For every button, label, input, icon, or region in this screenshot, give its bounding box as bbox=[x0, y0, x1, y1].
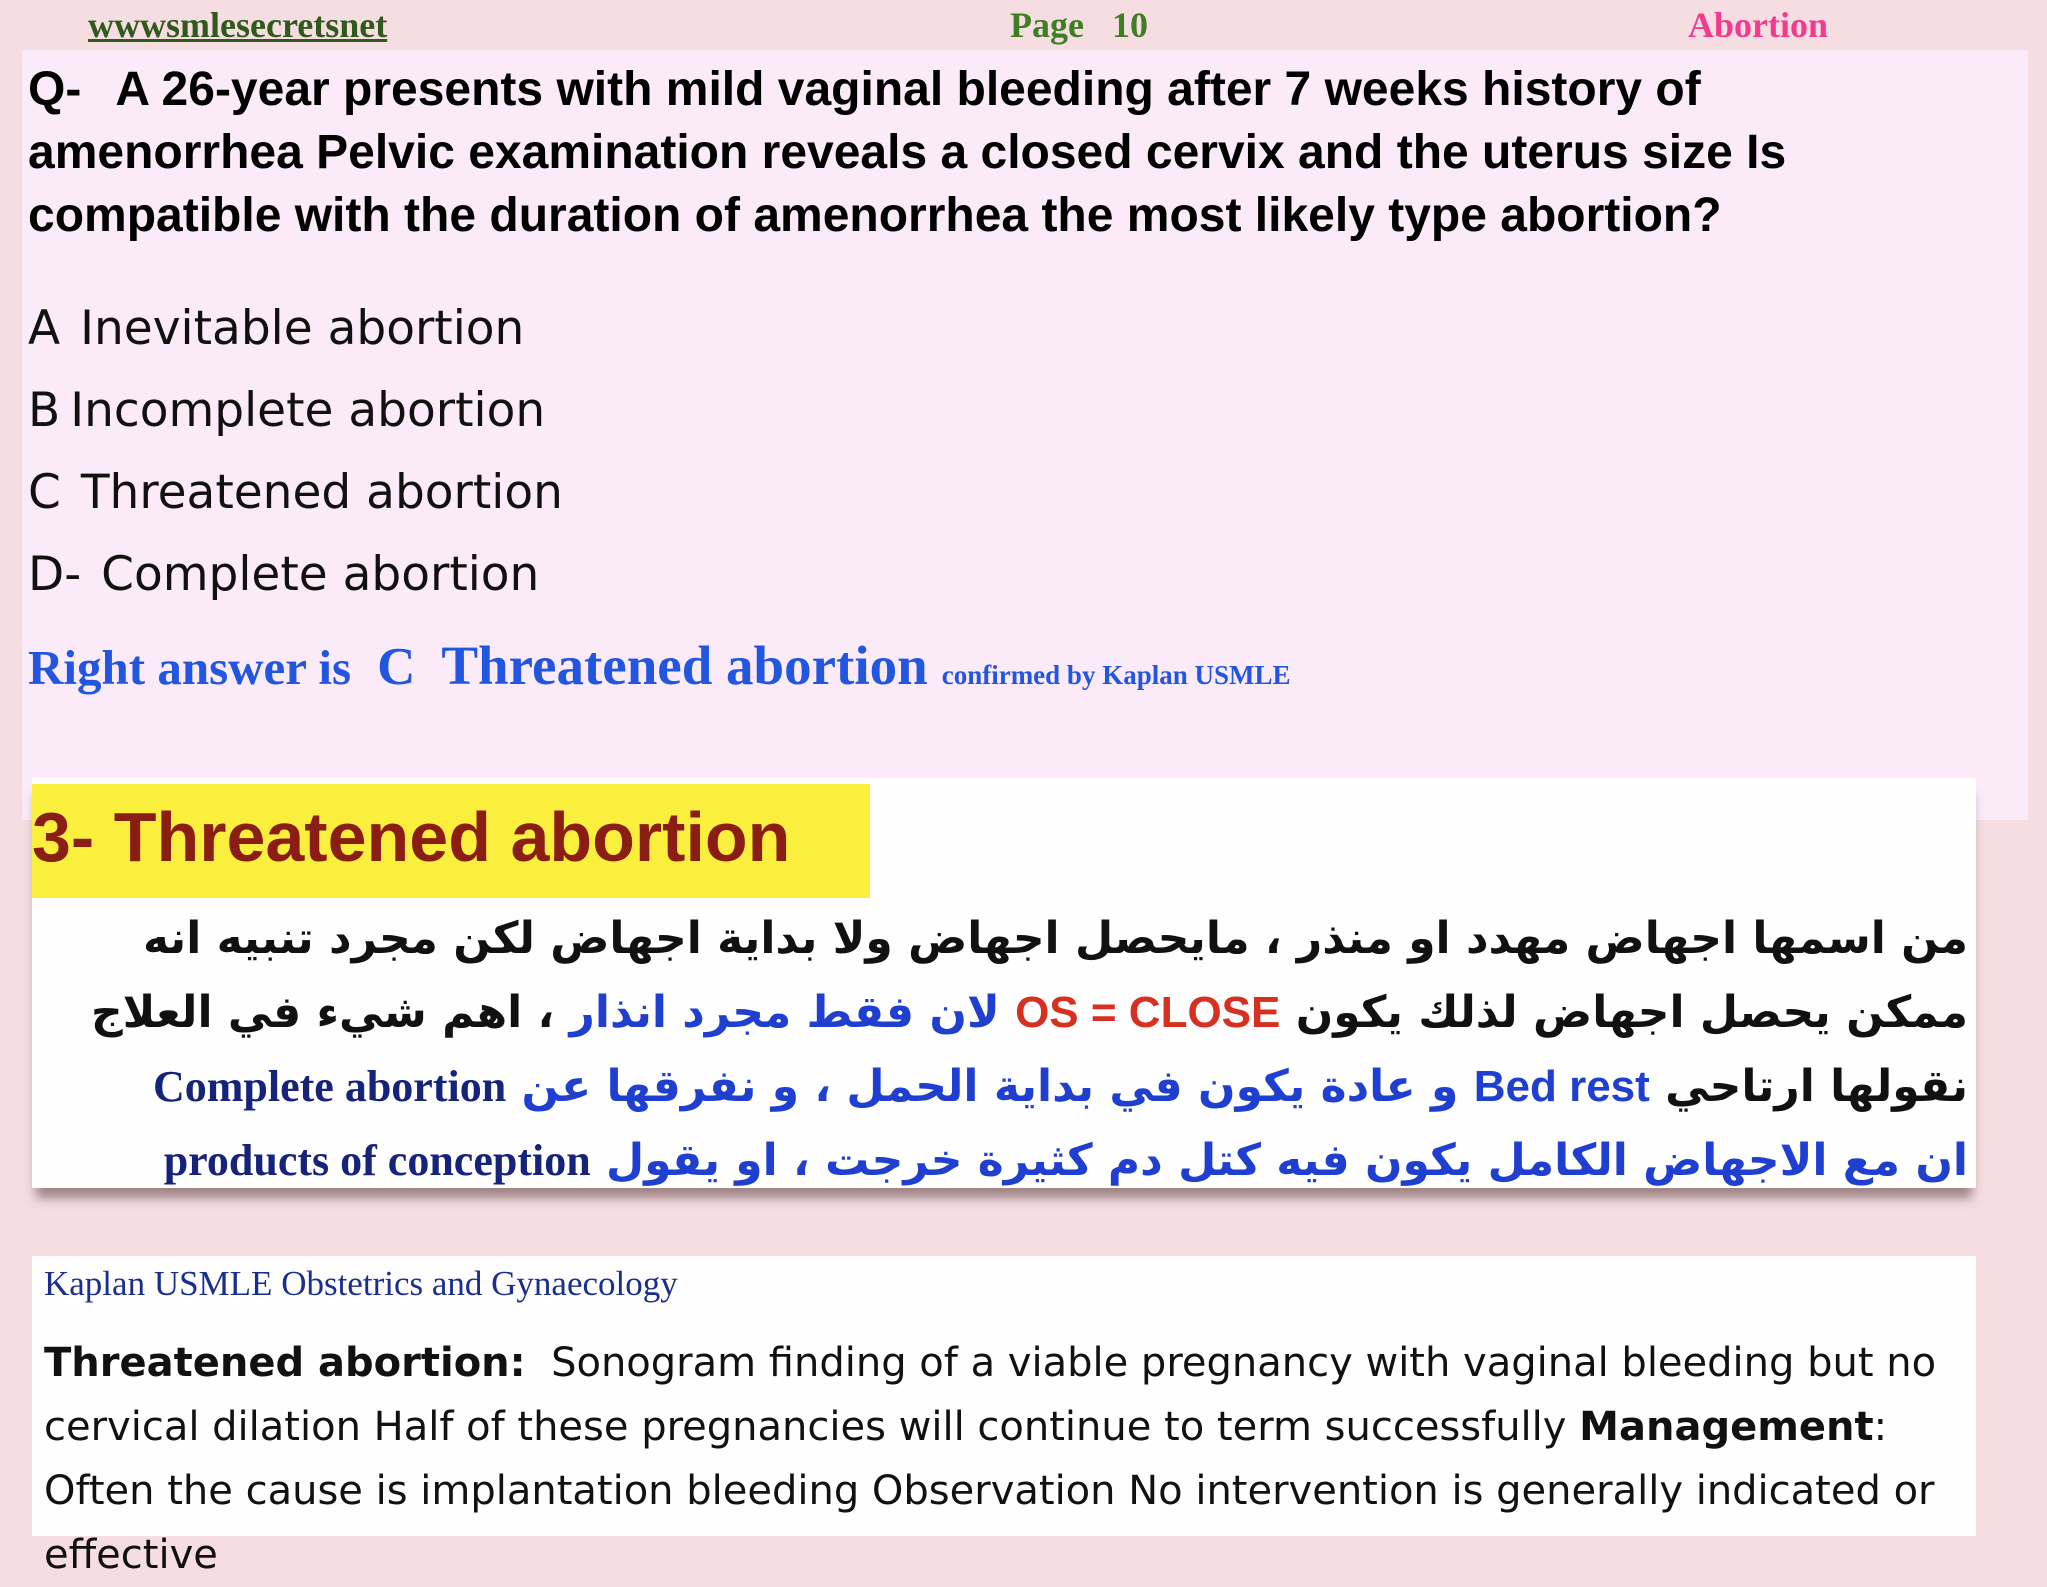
correct-answer bbox=[28, 634, 1291, 697]
products-of-conception-label: products of conception bbox=[163, 1136, 591, 1185]
option-text: Complete abortion bbox=[101, 547, 540, 602]
arabic-text-1: من اسمها اجهاض مهدد او منذر ، مايحصل اجهاض ولا بداية اجهاض لكن مجرد تنبيه انه ممكن يحصل اجهاض لذلك يكون bbox=[142, 913, 1968, 1038]
site-url[interactable]: wwwsmlesecretsnet bbox=[88, 5, 388, 45]
kaplan-body bbox=[44, 1331, 1970, 1587]
option-letter: D- bbox=[28, 547, 82, 602]
kaplan-card bbox=[32, 1256, 1976, 1578]
answer-letter: C bbox=[377, 638, 416, 696]
explanation-card bbox=[32, 778, 1976, 1188]
page-number: 10 bbox=[1111, 5, 1148, 45]
answer-intro: Right answer is bbox=[28, 640, 352, 695]
arabic-text-4: و عادة يكون في بداية الحمل ، و نفرقها عن bbox=[521, 1061, 1459, 1112]
complete-abortion-label: Complete abortion bbox=[152, 1062, 507, 1111]
question-prefix: Q- bbox=[28, 63, 82, 116]
answer-options bbox=[28, 288, 563, 616]
explanation-heading bbox=[32, 784, 870, 898]
arabic-text-3: ، اهم شيء في العلاج نقولها ارتاحي bbox=[90, 987, 1968, 1112]
kaplan-source: Kaplan USMLE Obstetrics and Gynaecology bbox=[44, 1264, 678, 1303]
page-label: Page bbox=[1010, 5, 1084, 45]
option-b[interactable] bbox=[28, 370, 563, 452]
question-text: A 26-year presents with mild vaginal bleeding after 7 weeks history of amenorrhea Pelvic examination reveals a closed cervix and the uterus size Is compatible with the duration of amenorrhea the most likely type abortion? bbox=[28, 63, 1787, 242]
option-text: Inevitable abortion bbox=[80, 301, 525, 356]
arabic-explanation bbox=[88, 902, 1968, 1198]
os-close-label: OS = CLOSE bbox=[1015, 988, 1281, 1037]
option-a[interactable] bbox=[28, 288, 563, 370]
page-header bbox=[0, 0, 2047, 50]
page-indicator bbox=[1010, 2, 1148, 48]
option-text: Incomplete abortion bbox=[70, 383, 546, 438]
option-c[interactable] bbox=[28, 452, 563, 534]
option-text: Threatened abortion bbox=[80, 465, 563, 520]
kaplan-term: Threatened abortion: bbox=[44, 1340, 526, 1386]
kaplan-text-1: Sonogram finding of a viable pregnancy with vaginal bleeding but no cervical dilation Half of these pregnancies will continue to term successfully bbox=[44, 1340, 1937, 1450]
management-label: Management bbox=[1579, 1404, 1874, 1450]
explanation-heading-text: 3- Threatened abortion bbox=[32, 798, 791, 876]
option-d[interactable] bbox=[28, 534, 563, 616]
bed-rest-label: Bed rest bbox=[1473, 1062, 1650, 1111]
arabic-text-5: ان مع الاجهاض الكامل يكون فيه كتل دم كثيرة خرجت ، او يقول bbox=[606, 1135, 1968, 1186]
topic-label: Abortion bbox=[1688, 5, 1829, 45]
answer-source-note: confirmed by Kaplan USMLE bbox=[941, 660, 1291, 690]
answer-text: Threatened abortion bbox=[441, 635, 928, 696]
option-letter: B bbox=[28, 383, 61, 438]
kaplan-text-2: : Often the cause is implantation bleeding Observation No intervention is generally indicated or effective bbox=[44, 1404, 1935, 1578]
option-letter: C bbox=[28, 465, 61, 520]
question-stem bbox=[28, 58, 1988, 247]
question-panel bbox=[22, 50, 2028, 820]
option-letter: A bbox=[28, 301, 61, 356]
arabic-text-2: لان فقط مجرد انذار bbox=[569, 987, 1000, 1038]
